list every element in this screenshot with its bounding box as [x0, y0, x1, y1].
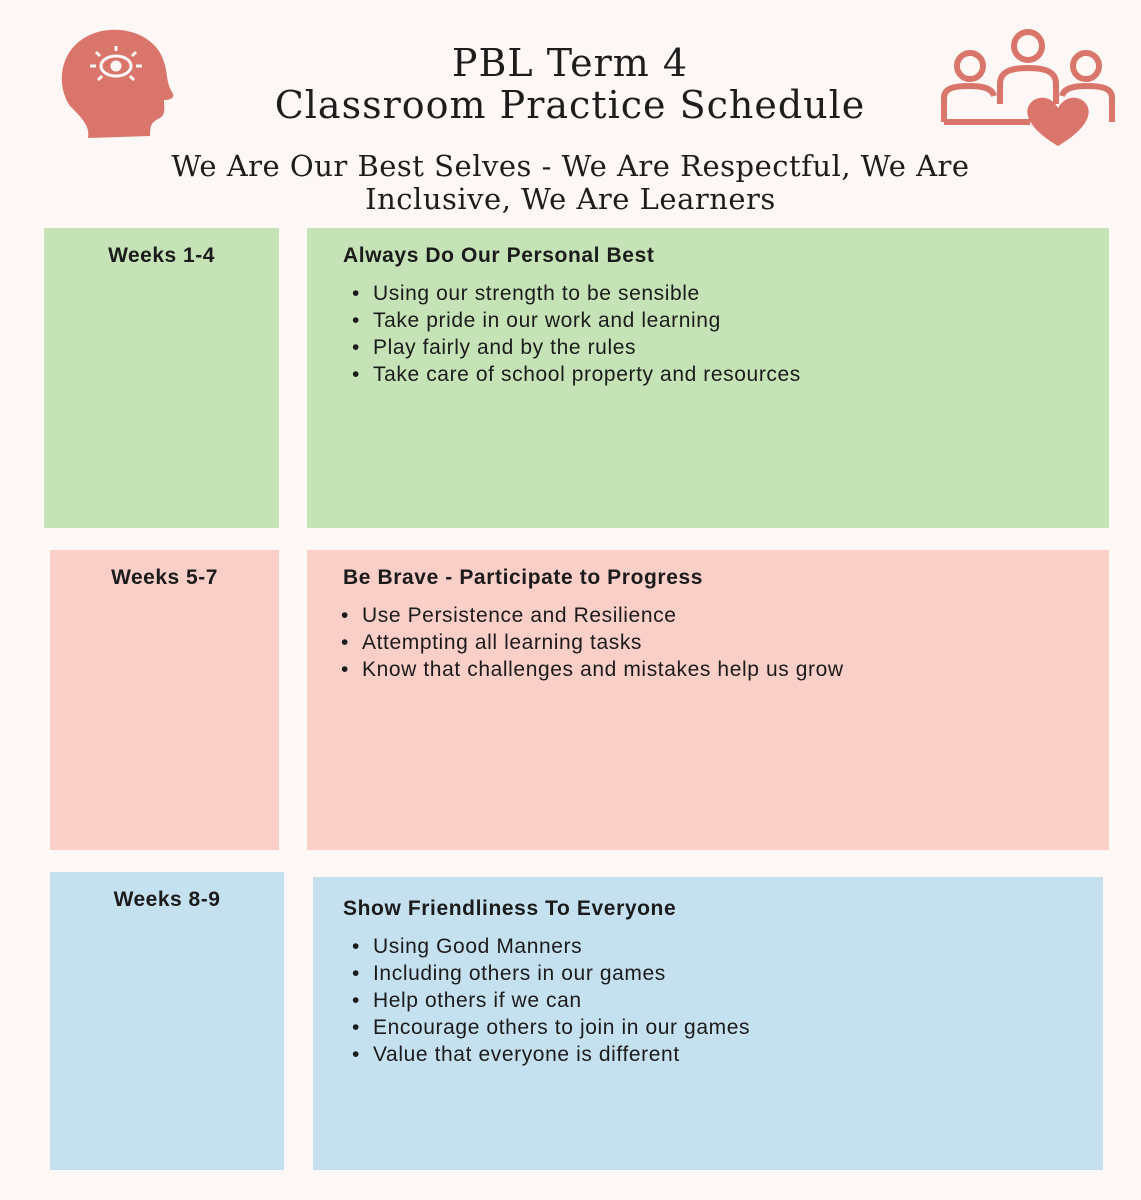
list-item: • Encourage others to join in our games: [352, 1016, 751, 1039]
list-item: • Using Good Manners: [352, 935, 583, 958]
list-item: • Take pride in our work and learning: [352, 309, 721, 332]
weeks-panel-2: [50, 550, 279, 850]
list-item: • Take care of school property and resources: [352, 363, 801, 386]
practice-list: [343, 933, 1103, 1068]
weeks-label: Weeks 8-9: [113, 888, 221, 911]
values-subtitle: [20, 150, 1121, 216]
weeks-label: Weeks 5-7: [111, 566, 218, 589]
list-item: • Value that everyone is different: [352, 1043, 680, 1066]
practice-panel-3: [313, 877, 1103, 1170]
list-item: • Use Persistence and Resilience: [341, 604, 677, 627]
list-item: • Help others if we can: [352, 989, 582, 1012]
practice-panel-1: [307, 228, 1109, 528]
list-item: • Play fairly and by the rules: [352, 336, 637, 359]
practice-title: Show Friendliness To Everyone: [343, 897, 677, 920]
community-heart-icon: [938, 26, 1118, 152]
weeks-panel-1: [44, 228, 279, 528]
weeks-label: Weeks 1-4: [108, 244, 215, 267]
title-line-1: PBL Term 4: [451, 41, 689, 85]
practice-list: [332, 602, 1109, 683]
list-item: • Using our strength to be sensible: [352, 282, 700, 305]
page-title: [190, 42, 950, 126]
practice-list: [343, 280, 1109, 388]
subtitle-line-1: We Are Our Best Selves - We Are Respectful, We Are: [171, 149, 970, 183]
practice-title: Always Do Our Personal Best: [343, 244, 655, 267]
subtitle-line-2: Inclusive, We Are Learners: [365, 182, 776, 216]
list-item: • Attempting all learning tasks: [341, 631, 643, 654]
weeks-panel-3: [50, 872, 284, 1170]
practice-title: Be Brave - Participate to Progress: [343, 566, 704, 589]
head-mind-icon: [52, 26, 182, 144]
title-line-2: Classroom Practice Schedule: [274, 83, 866, 127]
list-item: • Know that challenges and mistakes help us grow: [341, 658, 844, 681]
practice-panel-2: [307, 550, 1109, 850]
list-item: • Including others in our games: [352, 962, 666, 985]
